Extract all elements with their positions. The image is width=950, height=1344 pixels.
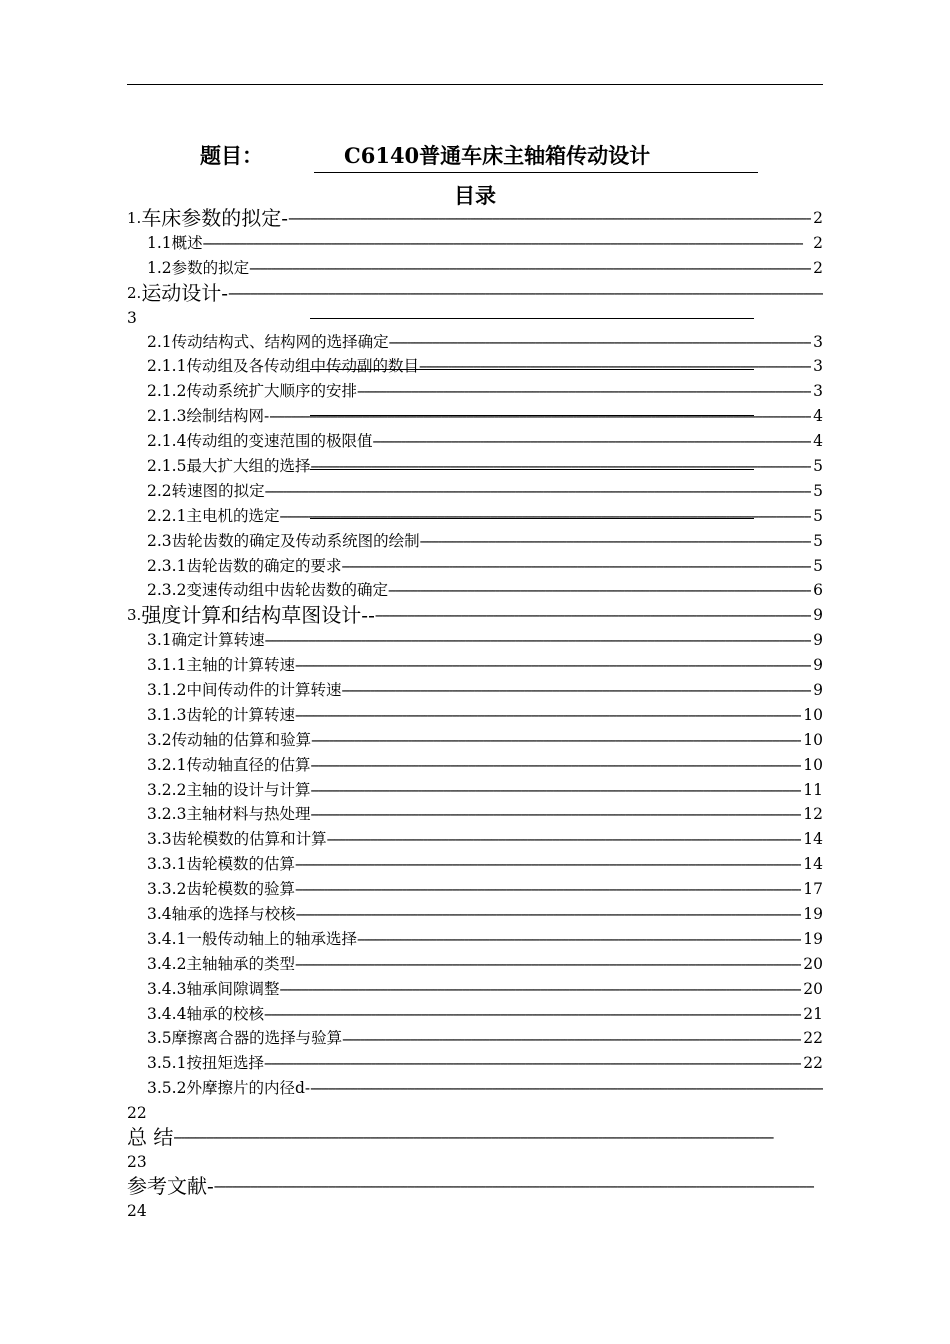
document-title: C6140普通车床主轴箱传动设计: [314, 140, 758, 173]
toc-wrapped-page-line: [127, 1101, 823, 1125]
toc-entry-title: 3.2.3主轴材料与热处理: [147, 805, 311, 824]
toc-entry[interactable]: [127, 281, 823, 306]
toc-entry-title: 1.2参数的拟定: [147, 258, 250, 277]
overlay-line: [310, 518, 754, 519]
toc-entry-title: 运动设计-: [141, 280, 229, 305]
toc-entry-page: 4: [813, 432, 823, 451]
toc-entry[interactable]: [127, 952, 823, 977]
toc-entry-page: 5: [813, 481, 823, 500]
toc-entry[interactable]: [127, 753, 823, 778]
toc-entry-page: 10: [803, 730, 823, 749]
toc-entry[interactable]: [127, 330, 823, 355]
toc-leader-dashes: [341, 554, 811, 579]
toc-entry[interactable]: [127, 504, 823, 529]
toc-leader-dashes: [357, 927, 801, 952]
toc-entry-page: 5: [813, 506, 823, 525]
toc-entry-title: 3.4.1一般传动轴上的轴承选择: [147, 929, 357, 948]
toc-entry-title: 3.3.2齿轮模数的验算: [147, 880, 295, 899]
toc-entry-number: 1.: [127, 208, 142, 227]
toc-leader-dashes: [279, 504, 811, 529]
toc-entry-page: 12: [803, 805, 823, 824]
toc-leader-dashes: [249, 256, 811, 281]
toc-entry-title: 3.1.2中间传动件的计算转速: [147, 681, 342, 700]
toc-entry-title: 3.4轴承的选择与校核: [147, 905, 296, 924]
toc-entry-page: 14: [803, 855, 823, 874]
toc-leader-dashes: [203, 231, 811, 256]
toc-entry[interactable]: [127, 728, 823, 753]
toc-entry[interactable]: [127, 703, 823, 728]
toc-leader-dashes: [265, 628, 811, 653]
toc-entry-page: 4: [813, 407, 823, 426]
toc-entry[interactable]: [127, 454, 823, 479]
toc-leader-dashes: [173, 1125, 823, 1150]
toc-leader-dashes: [310, 454, 811, 479]
toc-leader-dashes: [310, 1076, 823, 1101]
toc-leader-dashes: [310, 802, 801, 827]
toc-leader-dashes: [341, 678, 811, 703]
toc-entry[interactable]: [127, 927, 823, 952]
toc-entry-page: 9: [813, 681, 823, 700]
toc-entry-page: 3: [813, 332, 823, 351]
toc-leader-dashes: [279, 977, 801, 1002]
toc-entry-page: 2: [813, 258, 823, 277]
toc-leader-dashes: [288, 206, 811, 231]
toc-leader-dashes: [310, 753, 801, 778]
toc-leader-dashes: [228, 281, 823, 306]
toc-entry[interactable]: [127, 1174, 823, 1199]
toc-entry[interactable]: [127, 1027, 823, 1052]
toc-entry-title: 3.5.1按扭矩选择: [147, 1054, 264, 1073]
toc-entry-title: 3.1确定计算转速: [147, 631, 265, 650]
toc-entry[interactable]: [127, 429, 823, 454]
overlay-line: [310, 469, 754, 470]
toc-leader-dashes: [296, 902, 802, 927]
toc-entry[interactable]: [127, 354, 823, 379]
toc-leader-dashes: [214, 1174, 823, 1199]
toc-leader-dashes: [311, 728, 801, 753]
toc-entry-title: 3.2.1传动轴直径的估算: [147, 755, 311, 774]
toc-entry-page: 20: [803, 979, 823, 998]
toc-entry-title: 车床参数的拟定-: [141, 205, 289, 230]
toc-entry-page: 2: [813, 208, 823, 227]
toc-entry-title: 2.1传动结构式、结构网的选择确定: [147, 332, 389, 351]
overlay-line: [310, 415, 754, 416]
toc-entry-page: 23: [127, 1153, 147, 1172]
toc-entry[interactable]: [127, 256, 823, 281]
toc-leader-dashes: [295, 653, 811, 678]
toc-entry-title: 总 结: [127, 1125, 174, 1150]
toc-entry-title: 3.4.4轴承的校核: [147, 1004, 264, 1023]
toc-entry[interactable]: [127, 678, 823, 703]
toc-leader-dashes: [372, 429, 811, 454]
toc-entry-page: 10: [803, 755, 823, 774]
toc-entry[interactable]: [127, 1076, 823, 1101]
toc-leader-dashes: [388, 578, 811, 603]
toc-leader-dashes: [264, 1002, 801, 1027]
toc-entry[interactable]: [127, 653, 823, 678]
toc-wrapped-page-line: [127, 1199, 823, 1223]
toc-entry[interactable]: [127, 554, 823, 579]
toc-entry[interactable]: [127, 1125, 823, 1150]
toc-entry-page: 5: [813, 457, 823, 475]
toc-entry[interactable]: [127, 379, 823, 404]
toc-entry-title: 2.3.2变速传动组中齿轮齿数的确定: [147, 581, 388, 600]
toc-entry[interactable]: [127, 578, 823, 603]
toc-entry-title: 2.3齿轮齿数的确定及传动系统图的绘制: [147, 531, 420, 550]
toc-entry-title: 3.3.1齿轮模数的估算: [147, 855, 295, 874]
toc-entry-page: 5: [813, 556, 823, 575]
toc-entry-title: 2.1.1传动组及各传动组中传动副的数目: [147, 357, 419, 376]
overlay-line: [310, 369, 754, 370]
toc-entry-title: 3.4.2主轴轴承的类型: [147, 954, 295, 973]
toc-leader-dashes: [269, 404, 811, 429]
toc-entry-title: 2.3.1齿轮齿数的确定的要求: [147, 556, 342, 575]
toc-entry-page: 10: [803, 705, 823, 724]
toc-entry-title: 2.1.2传动系统扩大顺序的安排: [147, 382, 357, 401]
toc-entry-title: 2.1.5最大扩大组的选择: [147, 457, 311, 475]
title-row: [0, 140, 950, 170]
toc-leader-dashes: [295, 852, 801, 877]
toc-leader-dashes: [375, 603, 811, 628]
toc-leader-dashes: [419, 354, 811, 379]
toc-entry-title: 3.5.2外摩擦片的内径d-: [147, 1079, 311, 1098]
toc-leader-dashes: [420, 529, 811, 554]
toc-entry-page: 17: [803, 880, 823, 899]
toc-entry-page: 19: [803, 905, 823, 924]
toc-entry[interactable]: [127, 827, 823, 852]
toc-entry-title: 3.1.1主轴的计算转速: [147, 656, 295, 675]
header-rule: [127, 84, 823, 85]
toc-entry[interactable]: [127, 603, 823, 628]
toc-entry[interactable]: [127, 1051, 823, 1076]
overlay-line: [310, 318, 754, 319]
toc-leader-dashes: [389, 330, 811, 355]
toc-entry-title: 3.3齿轮模数的估算和计算: [147, 830, 327, 849]
toc-wrapped-page-line: [127, 1150, 823, 1174]
toc-entry-page: 3: [813, 382, 823, 401]
toc-entry-title: 3.2.2主轴的设计与计算: [147, 780, 311, 799]
toc-entry[interactable]: [127, 902, 823, 927]
title-label: 题目：: [200, 143, 263, 168]
toc-leader-dashes: [342, 1027, 801, 1052]
toc-entry-title: 2.2.1主电机的选定: [147, 506, 280, 525]
toc-leader-dashes: [327, 827, 802, 852]
toc-entry-page: 9: [813, 606, 823, 625]
toc-entry-page: 9: [813, 631, 823, 650]
toc-entry-page: 14: [803, 830, 823, 849]
toc-entry-page: 2: [813, 233, 823, 252]
toc-entry-title: 强度计算和结构草图设计--: [141, 603, 375, 628]
toc-entry-title: 2.1.4传动组的变速范围的极限值: [147, 432, 373, 451]
toc-entry-title: 3.1.3齿轮的计算转速: [147, 705, 295, 724]
toc-entry[interactable]: [127, 479, 823, 504]
toc-entry-page: 5: [813, 531, 823, 550]
toc-entry[interactable]: [127, 206, 823, 231]
toc-entry-number: 3.: [127, 606, 142, 625]
toc-entry[interactable]: [127, 778, 823, 803]
toc-entry[interactable]: [127, 404, 823, 429]
toc-entry-page: 22: [803, 1029, 823, 1048]
toc-entry[interactable]: [127, 977, 823, 1002]
toc-entry[interactable]: [127, 877, 823, 902]
toc-entry-page: 11: [803, 780, 823, 799]
toc-entry[interactable]: [127, 628, 823, 653]
toc-leader-dashes: [295, 952, 801, 977]
toc-entry[interactable]: [127, 231, 823, 256]
toc-entry-page: 3: [813, 357, 823, 376]
toc-entry-page: 3: [127, 308, 137, 327]
toc-entry-page: 24: [127, 1201, 147, 1220]
toc-heading: 目录: [454, 183, 496, 208]
toc-entry[interactable]: [127, 1002, 823, 1027]
toc-entry-page: 22: [127, 1104, 147, 1123]
toc-entry-page: 20: [803, 954, 823, 973]
toc-entry[interactable]: [127, 852, 823, 877]
toc-entry-title: 3.5摩擦离合器的选择与验算: [147, 1029, 343, 1048]
toc-entry-title: 参考文献-: [127, 1174, 214, 1199]
toc-entry-number: 2.: [127, 283, 142, 302]
toc-entry[interactable]: [127, 802, 823, 827]
toc-entry[interactable]: [127, 529, 823, 554]
toc-leader-dashes: [310, 778, 801, 803]
toc-entry-page: 21: [803, 1004, 823, 1023]
toc-entry-title: 2.2转速图的拟定: [147, 481, 265, 500]
toc-leader-dashes: [265, 479, 811, 504]
toc-leader-dashes: [295, 877, 801, 902]
toc-entry-title: 3.2传动轴的估算和验算: [147, 730, 312, 749]
toc-entry-title: 1.1概述: [147, 233, 203, 252]
toc-entry-title: 3.4.3轴承间隙调整: [147, 979, 280, 998]
toc-entry-page: 19: [803, 929, 823, 948]
toc-entry-title: 2.1.3绘制结构网-: [147, 407, 270, 426]
toc-leader-dashes: [264, 1051, 801, 1076]
toc-entry-page: 6: [813, 581, 823, 600]
table-of-contents: [127, 206, 823, 1223]
toc-entry-page: 22: [803, 1054, 823, 1073]
toc-leader-dashes: [357, 379, 811, 404]
toc-entry-page: 9: [813, 656, 823, 675]
toc-leader-dashes: [295, 703, 801, 728]
